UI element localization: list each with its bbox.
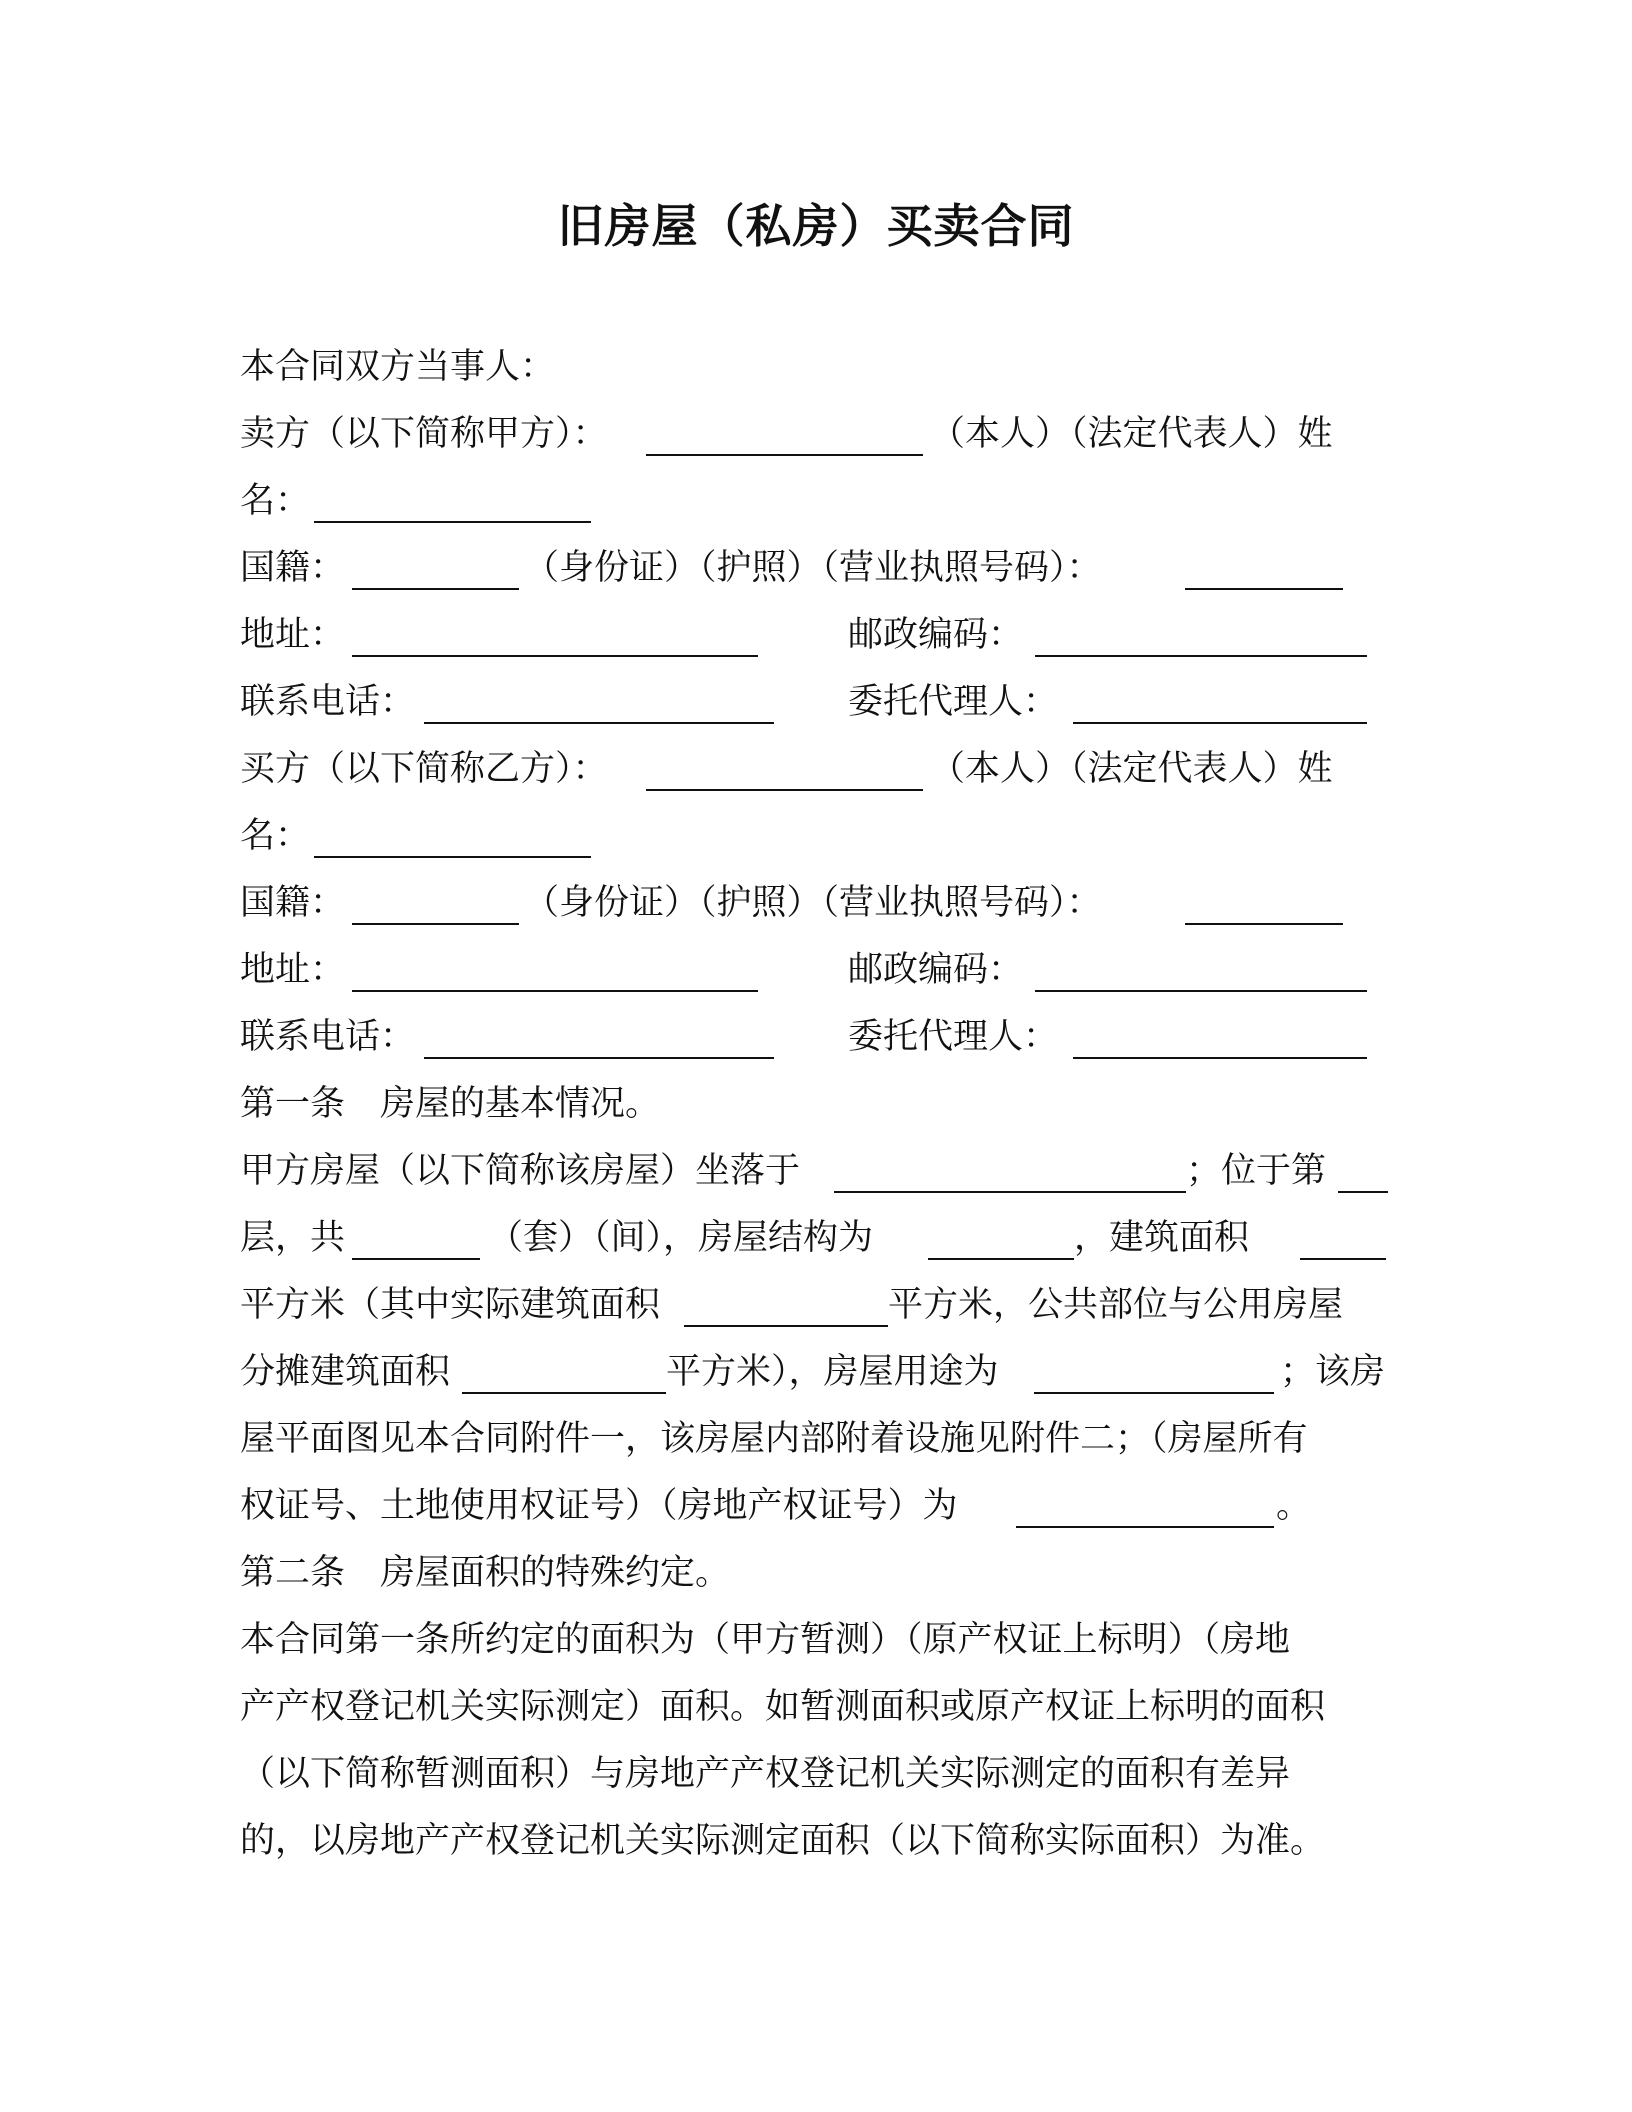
buyer-phone-label: 联系电话： xyxy=(240,1017,416,1057)
buyer-id-type-label: （身份证）（护照）（营业执照号码）： xyxy=(524,883,1102,923)
seller-address-blank xyxy=(352,611,758,657)
actual-area-blank xyxy=(684,1281,888,1327)
floor-blank xyxy=(1338,1147,1388,1193)
shared-area-blank xyxy=(462,1348,666,1394)
seller-id-blank xyxy=(1185,544,1343,590)
seller-name-blank xyxy=(314,477,591,523)
seller-agent-label: 委托代理人： xyxy=(848,682,1059,722)
seller-postcode-blank xyxy=(1035,611,1367,657)
seller-phone-blank xyxy=(424,678,774,724)
usage-label: 平方米），房屋用途为 xyxy=(666,1352,999,1392)
article-2-heading: 第二条 房屋面积的特殊约定。 xyxy=(240,1553,731,1593)
buyer-agent-blank xyxy=(1073,1013,1367,1059)
usage-blank xyxy=(1034,1348,1274,1394)
buyer-address-label: 地址： xyxy=(240,950,346,990)
seller-label: 卖方（以下简称甲方）： xyxy=(240,414,608,454)
buyer-label: 买方（以下简称乙方）： xyxy=(240,749,608,789)
seller-type-label: （本人）（法定代表人）姓 xyxy=(930,414,1333,454)
article-1-heading: 第一条 房屋的基本情况。 xyxy=(240,1084,661,1124)
building-area-blank xyxy=(1300,1214,1386,1260)
buyer-name-label: 名： xyxy=(240,816,311,856)
seller-id-type-label: （身份证）（护照）（营业执照号码）： xyxy=(524,548,1102,588)
buyer-agent-label: 委托代理人： xyxy=(848,1017,1059,1057)
building-area-label: ，建筑面积 xyxy=(1074,1218,1250,1258)
seller-blank xyxy=(646,410,923,456)
seller-agent-blank xyxy=(1073,678,1367,724)
location-blank xyxy=(834,1147,1186,1193)
actual-area-label: 平方米（其中实际建筑面积 xyxy=(240,1285,661,1325)
usage-suffix: ；该房 xyxy=(1280,1352,1386,1392)
shared-building-area-label: 分摊建筑面积 xyxy=(240,1352,451,1392)
location-label: 甲方房屋（以下简称该房屋）坐落于 xyxy=(240,1151,801,1191)
seller-address-label: 地址： xyxy=(240,615,346,655)
floor-label: ；位于第 xyxy=(1186,1151,1327,1191)
seller-postcode-label: 邮政编码： xyxy=(848,615,1024,655)
article-2-text-3: （以下简称暂测面积）与房地产产权登记机关实际测定的面积有差异 xyxy=(240,1754,1291,1794)
shared-area-label: 平方米，公共部位与公用房屋 xyxy=(888,1285,1344,1325)
buyer-nationality-blank xyxy=(352,879,519,925)
buyer-phone-blank xyxy=(424,1013,774,1059)
structure-blank xyxy=(928,1214,1074,1260)
buyer-type-label: （本人）（法定代表人）姓 xyxy=(930,749,1333,789)
buyer-address-blank xyxy=(352,946,758,992)
parties-heading: 本合同双方当事人： xyxy=(240,347,556,387)
annex-text: 屋平面图见本合同附件一，该房屋内部附着设施见附件二；（房屋所有 xyxy=(240,1419,1308,1459)
certificate-label: 权证号、土地使用权证号）（房地产权证号）为 xyxy=(240,1486,958,1526)
units-blank xyxy=(352,1214,480,1260)
certificate-blank xyxy=(1016,1482,1274,1528)
buyer-nationality-label: 国籍： xyxy=(240,883,346,923)
buyer-postcode-blank xyxy=(1035,946,1367,992)
structure-label: （套）（间），房屋结构为 xyxy=(488,1218,874,1258)
buyer-id-blank xyxy=(1185,879,1343,925)
seller-name-label: 名： xyxy=(240,481,311,521)
seller-phone-label: 联系电话： xyxy=(240,682,416,722)
buyer-postcode-label: 邮政编码： xyxy=(848,950,1024,990)
buyer-name-blank xyxy=(314,812,591,858)
buyer-blank xyxy=(646,745,923,791)
seller-nationality-blank xyxy=(352,544,519,590)
certificate-period: 。 xyxy=(1276,1486,1312,1526)
floor-total-label: 层，共 xyxy=(240,1218,346,1258)
document-title: 旧房屋（私房）买卖合同 xyxy=(557,199,1075,253)
article-2-text-1: 本合同第一条所约定的面积为（甲方暂测）（原产权证上标明）（房地 xyxy=(240,1620,1291,1660)
article-2-text-4: 的，以房地产产权登记机关实际测定面积（以下简称实际面积）为准。 xyxy=(240,1821,1326,1861)
seller-nationality-label: 国籍： xyxy=(240,548,346,588)
article-2-text-2: 产产权登记机关实际测定）面积。如暂测面积或原产权证上标明的面积 xyxy=(240,1687,1326,1727)
